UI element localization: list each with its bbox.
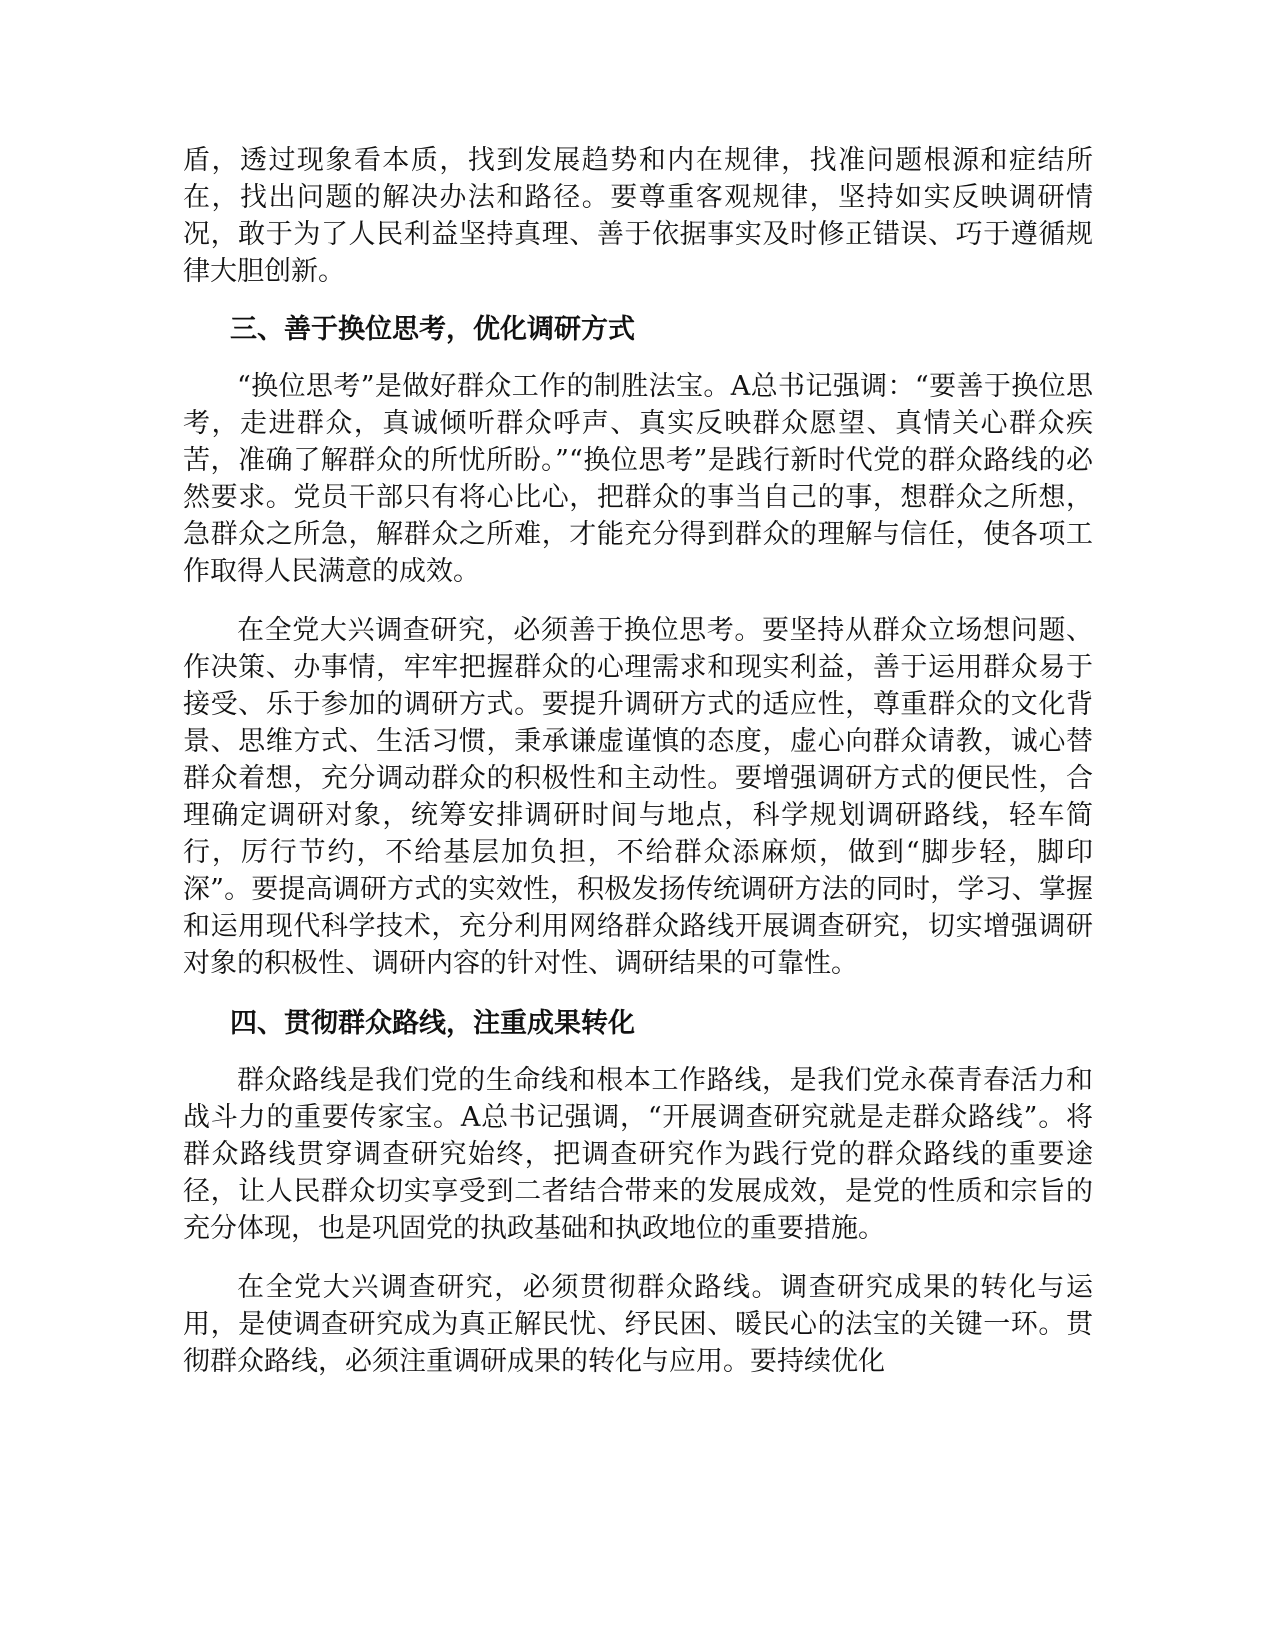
paragraph: “换位思考”是做好群众工作的制胜法宝。A总书记强调：“要善于换位思考，走进群众，真诚倾听群众呼声、真实反映群众愿望、真情关心群众疾苦，准确了解群众的所忧所盼。”“换位思考”是践行新时代党的群众路线的必然要求。党员干部只有将心比心，把群众的事当自己的事，想群众之所想，急群众之所急，解群众之所难，才能充分得到群众的理解与信任，使各项工作取得人民满意的成效。 bbox=[183, 371, 1093, 587]
paragraph: 在全党大兴调查研究，必须善于换位思考。要坚持从群众立场想问题、作决策、办事情，牢牢把握群众的心理需求和现实利益，善于运用群众易于接受、乐于参加的调研方式。要提升调研方式的适应性，尊重群众的文化背景、思维方式、生活习惯，秉承谦虚谨慎的态度，虚心向群众请教，诚心替群众着想，充分调动群众的积极性和主动性。要增强调研方式的便民性，合理确定调研对象，统筹安排调研时间与地点，科学规划调研路线，轻车简行，厉行节约，不给基层加负担，不给群众添麻烦，做到“脚步轻，脚印深”。要提高调研方式的实效性，积极发扬传统调研方法的同时，学习、掌握和运用现代科学技术，充分利用网络群众路线开展调查研究，切实增强调研对象的积极性、调研内容的针对性、调研结果的可靠性。 bbox=[183, 615, 1093, 979]
section-heading-4: 四、贯彻群众路线，注重成果转化 bbox=[230, 1008, 635, 1039]
paragraph-continued: 盾，透过现象看本质，找到发展趋势和内在规律，找准问题根源和症结所在，找出问题的解决办法和路径。要尊重客观规律，坚持如实反映调研情况，敢于为了人民利益坚持真理、善于依据事实及时修正错误、巧于遵循规律大胆创新。 bbox=[183, 145, 1093, 287]
document-body bbox=[183, 142, 1093, 1380]
section-heading-3: 三、善于换位思考，优化调研方式 bbox=[230, 314, 635, 345]
paragraph: 在全党大兴调查研究，必须贯彻群众路线。调查研究成果的转化与运用，是使调查研究成为真正解民忧、纾民困、暖民心的法宝的关键一环。贯彻群众路线，必须注重调研成果的转化与应用。要持续优化 bbox=[183, 1272, 1093, 1377]
paragraph: 群众路线是我们党的生命线和根本工作路线，是我们党永葆青春活力和战斗力的重要传家宝。A总书记强调，“开展调查研究就是走群众路线”。将群众路线贯穿调查研究始终，把调查研究作为践行党的群众路线的重要途径，让人民群众切实享受到二者结合带来的发展成效，是党的性质和宗旨的充分体现，也是巩固党的执政基础和执政地位的重要措施。 bbox=[183, 1065, 1093, 1244]
